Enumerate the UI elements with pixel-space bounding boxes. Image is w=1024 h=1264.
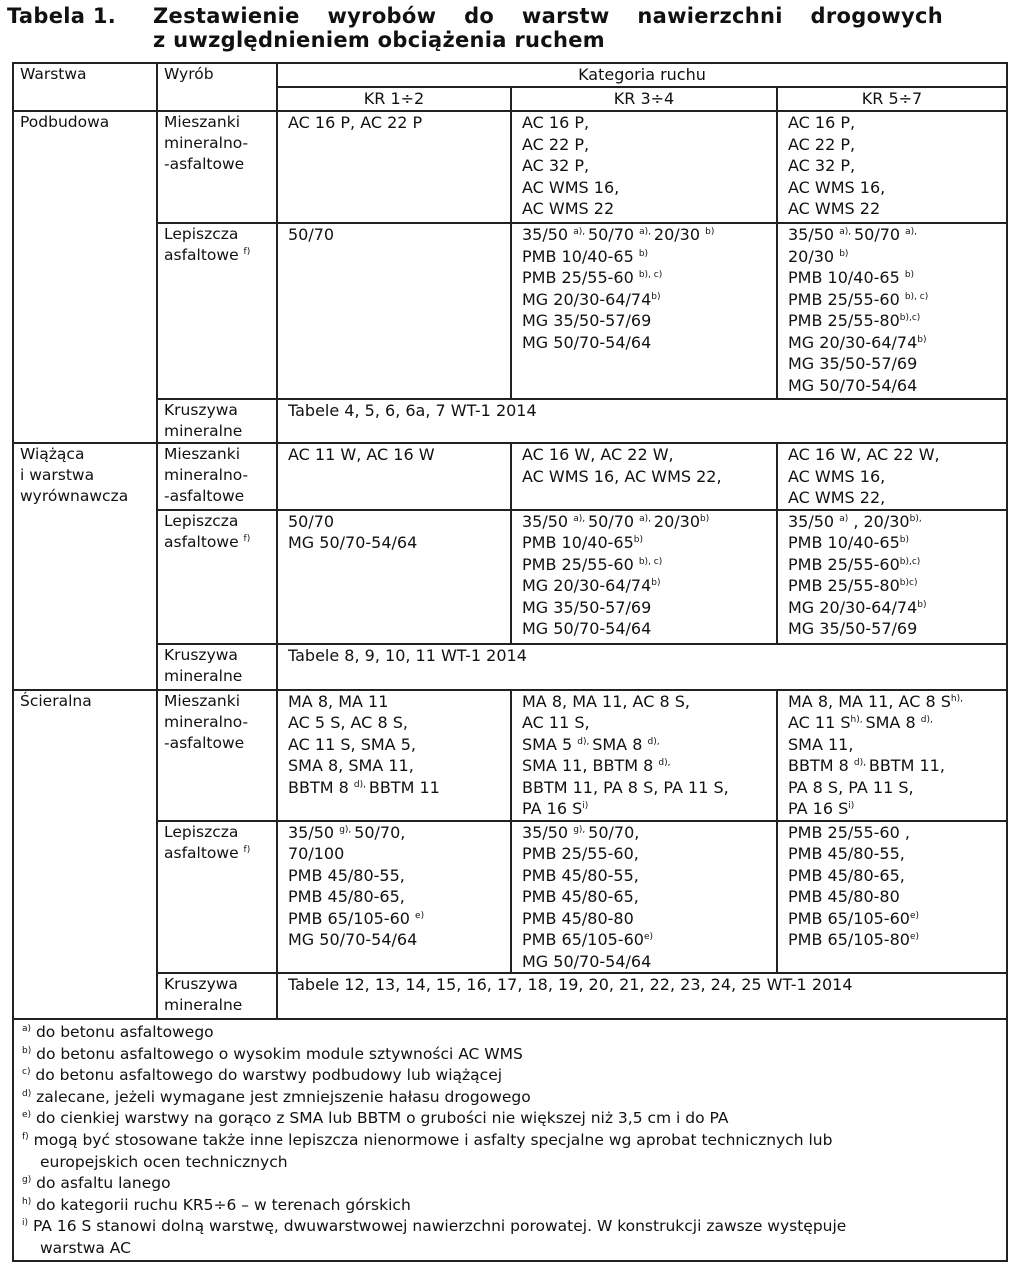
cell-line: PMB 10/40-65$^{b)}$ [522,533,643,552]
cell-line: PMB 65/105-80$^{e)}$ [788,930,919,949]
table-row [13,973,1007,1019]
product-name [157,510,277,644]
footnote [22,1065,998,1087]
cell-line: AC 16 W, AC 22 W, [788,445,940,464]
cell-line: 70/100 [288,844,345,863]
footnote-marker: f) [243,844,251,855]
footnote-marker: a), [639,227,654,237]
cell-line: Mieszanki [164,113,241,131]
footnote-marker: a), [573,513,588,524]
cell-line: PMB 10/40-65 $^{b)}$ [788,268,915,287]
cell-line: MG 50/70-54/64 [522,619,652,638]
cell-line: 35/50 $^{a),}$ 50/70 $^{a),}$ [788,225,918,244]
cell-line: mineralne [164,422,243,440]
table-title-line-2: z uwzględnieniem obciążenia ruchem [153,28,605,52]
footnote-marker: a), [639,513,654,524]
layer-name [13,443,157,690]
footnote [22,1173,998,1195]
cell-line: AC WMS 22 [522,199,615,218]
cell-line: PMB 45/80-65, [788,865,905,885]
footnote-marker: d), [577,736,593,747]
cell-line: PA 8 S, PA 11 S, [788,777,914,797]
cell-line: BBTM 11, PA 8 S, PA 11 S, [522,777,729,797]
footnote-mark: f) [22,1131,29,1142]
product-name [157,644,277,690]
layer-name [13,111,157,443]
footnote [22,1022,998,1044]
cell-line: PMB 45/80-65, [522,887,639,906]
products-table [12,62,1008,1262]
footnote-marker: a), [905,227,918,237]
footnote-marker: i) [582,801,589,811]
cell-kr57 [777,821,1007,974]
cell-kr12 [277,690,511,821]
footnote-mark: c) [22,1067,31,1078]
cell-line: PMB 25/55-60 $^{b), c)}$ [522,268,663,287]
cell-line: AC 16 P, [788,113,856,132]
cell-line: Lepiszcza [164,822,239,841]
table-row [13,223,1007,399]
table-row [13,690,1007,821]
footnote-marker: e) [909,932,919,942]
cell-kr34 [511,443,777,510]
cell-line: PMB 10/40-65$^{b)}$ [788,533,909,552]
cell-line: AC WMS 22, [788,488,886,507]
cell-line: -asfaltowe [164,733,245,752]
footnote [22,1044,998,1066]
product-name [157,690,277,821]
cell-line: 35/50 $^{g),}$ 50/70, [288,822,406,842]
cell-kr12 [277,510,511,644]
cell-line: Kruszywa [164,645,238,664]
cell-line: AC 16 P, AC 22 P [288,113,423,132]
cell-line: AC 16 P, [522,113,590,132]
footnote-marker: g), [573,824,589,835]
header-kategoria-ruchu: Kategoria ruchu [277,63,1007,87]
footnote-marker: e) [909,910,919,921]
aggregate-tables: Tabele 12, 13, 14, 15, 16, 17, 18, 19, 20, 21, 22, 23, 24, 25 WT-1 2014 [277,973,1007,1019]
cell-line: MG 50/70-54/64 [288,930,418,949]
cell-line: 35/50 $^{a),}$ 50/70 $^{a),}$ 20/30$^{b)}$ [522,511,710,531]
cell-line: AC WMS 16, AC WMS 22, [522,466,722,486]
cell-line: BBTM 8 $^{d),}$ BBTM 11 [288,777,440,797]
product-name [157,443,277,510]
footnote-marker: g), [339,824,355,835]
cell-line: AC 22 P, [522,134,590,154]
footnote-mark: e) [22,1110,32,1121]
footnote-marker: h), [950,693,963,704]
cell-line: PMB 10/40-65 $^{b)}$ [522,246,649,266]
cell-line: AC 11 S, SMA 5, [288,734,416,754]
cell-line: asfaltowe $^{f)}$ [164,246,251,264]
footnote-marker: a), [839,227,854,237]
footnote-marker: d), [647,736,660,747]
footnote-marker: e) [415,910,425,921]
cell-line: Kruszywa [164,401,238,419]
footnote-marker: e) [643,932,653,942]
cell-line: PA 16 $S^{i)}$ [522,799,589,818]
footnote-text: $^{c)}$ do betonu asfaltowego do warstwy podbudowy lub wiążącej [22,1066,503,1085]
cell-line: AC 11 S, [522,713,590,732]
footnote-marker: b), c) [638,270,663,280]
footnote-marker: b) [700,513,710,524]
footnote-marker: b) [839,248,849,259]
header-kr34: KR 3÷4 [511,87,777,111]
cell-kr57 [777,111,1007,223]
cell-kr57 [777,223,1007,399]
header-kr12: KR 1÷2 [277,87,511,111]
cell-line: PMB 65/105-60$^{e)}$ [522,930,653,949]
cell-line: 50/70 [288,511,335,531]
footnote-marker: b), c) [638,556,663,567]
table-row [13,443,1007,510]
product-name [157,111,277,223]
cell-kr57 [777,510,1007,644]
cell-line: Mieszanki [164,691,241,710]
footnote [22,1216,998,1259]
footnote-text: europejskich ocen technicznych [40,1152,288,1171]
footnote-text: $^{i)}$ PA 16 S stanowi dolną warstwę, dwuwarstwowej nawierzchni porowatej. W konstrukcji zawsze występuje [22,1217,847,1236]
footnote-mark: i) [22,1218,29,1229]
layer-name [13,690,157,1020]
aggregate-tables: Tabele 8, 9, 10, 11 WT-1 2014 [277,644,1007,690]
cell-line: PMB 65/105-60$^{e)}$ [788,908,919,928]
footnote-marker: b),c) [899,556,921,567]
cell-kr57 [777,443,1007,510]
footnote-marker: a), [573,227,588,237]
footnote-marker: b) [904,270,915,280]
cell-line: AC 11 W, AC 16 W [288,445,435,464]
footnote-text: warstwa AC [40,1238,131,1257]
cell-line: PMB 45/80-55, [288,865,405,885]
cell-line: PMB 45/80-65, [288,887,405,906]
footnote-marker: b) [899,535,909,545]
cell-line: AC 5 S, AC 8 S, [288,713,408,732]
cell-kr12 [277,443,511,510]
cell-line: Ścieralna [20,691,92,710]
cell-line: MA 8, MA 11, AC 8 S, [522,691,690,711]
footnote-marker: a) [839,513,849,524]
cell-line: PMB 25/55-60, [522,844,639,863]
cell-line: -asfaltowe [164,487,245,505]
cell-line: asfaltowe $^{f)}$ [164,843,251,862]
cell-kr57 [777,690,1007,821]
cell-line: PMB 25/55-60 $^{b), c)}$ [788,289,929,309]
cell-line: 35/50 $^{a),}$ 50/70 $^{a),}$ 20/30 $^{b)}$ [522,225,715,244]
table-row [13,399,1007,443]
footnote-marker: b) [917,334,927,345]
cell-line: PMB 45/80-55, [522,865,639,885]
footnote-text: $^{e)}$ do cienkiej warstwy na gorąco z SMA lub BBTM o grubości nie większej niż 3,5 cm i do PA [22,1109,729,1128]
footnote-mark: a) [22,1024,32,1034]
footnote-marker: b) [651,578,661,588]
footnote [22,1087,998,1109]
cell-line: mineralno- [164,466,249,484]
footnote-marker: f) [243,247,251,257]
cell-line: MG 50/70-54/64 [522,332,652,352]
footnote-mark: g) [22,1175,32,1186]
product-name [157,399,277,443]
cell-line: Podbudowa [20,113,110,131]
footnote-marker: d), [853,758,869,768]
aggregate-tables: Tabele 4, 5, 6, 6a, 7 WT-1 2014 [277,399,1007,443]
footnote-marker: d), [658,758,671,768]
table-row [13,644,1007,690]
cell-line: AC 22 P, [788,134,856,154]
cell-kr34 [511,690,777,821]
table-number: Tabela 1. [7,4,117,28]
cell-line: PMB $25/55-60^{b),c)}$ [788,554,921,574]
cell-line: PMB 45/80-80 [522,908,634,928]
footnote-text: $^{b)}$ do betonu asfaltowego o wysokim module sztywności AC WMS [22,1044,523,1063]
footnote-mark: b) [22,1045,32,1056]
cell-line: AC WMS 16, [788,177,886,197]
footnote-text: $^{d)}$ zalecane, jeżeli wymagane jest zmniejszenie hałasu drogowego [22,1087,531,1106]
cell-line: MG 50/70-54/64 [522,951,652,971]
cell-kr12 [277,223,511,399]
footnote-marker: b) [705,227,715,237]
cell-line: PMB 45/80-80 [788,887,900,906]
cell-kr34 [511,821,777,974]
cell-line: Lepiszcza [164,225,239,243]
cell-line: -asfaltowe [164,155,245,173]
cell-kr12 [277,111,511,223]
cell-line: MG 35/50-57/69 [788,619,918,638]
footnote [22,1108,998,1130]
cell-line: SMA 8, SMA 11, [288,756,414,775]
cell-line: MG 50/70-54/64 [288,533,418,552]
footnotes [13,1019,1007,1261]
cell-line: AC WMS 16, [788,466,886,486]
cell-line: MG 20/30-64/74$^{b)}$ [522,289,661,309]
table-caption [7,4,943,52]
cell-line: PMB 25/55-60 , [788,822,910,842]
cell-line: i warstwa [20,466,95,484]
cell-line: PMB 45/80-55, [788,844,905,863]
header-kr57: KR 5÷7 [777,87,1007,111]
cell-line: MG 20/30-64/74$^{b)}$ [788,332,927,352]
cell-line: MG 20/30-64/74$^{b)}$ [788,597,927,617]
footnote-marker: b) [633,535,643,545]
cell-line: mineralno- [164,712,249,731]
cell-kr34 [511,111,777,223]
cell-line: MG 35/50-57/69 [788,354,918,373]
footnote-marker: b)c) [899,578,918,588]
cell-line: PA 16 $S^{i)}$ [788,799,855,818]
cell-line: Wiążąca [20,445,85,463]
cell-line: AC 16 W, AC 22 W, [522,445,674,464]
footnote-text: $^{a)}$ do betonu asfaltowego [22,1023,214,1041]
cell-line: wyrównawcza [20,487,129,505]
footnote-marker: h), [850,715,866,725]
product-name [157,223,277,399]
cell-kr34 [511,510,777,644]
cell-line: 35/50 $^{g),}$ 50/70, [522,822,640,842]
header-wyrob: Wyrób [157,63,277,111]
footnote [22,1130,998,1173]
cell-line: SMA 5 $^{d),}$ SMA 8 $^{d),}$ [522,734,660,754]
cell-line: MA 8, MA 11, AC 8 $S^{h),}$ [788,691,963,711]
cell-line: asfaltowe $^{f)}$ [164,532,251,551]
cell-line: MG 35/50-57/69 [522,311,652,330]
cell-line: PMB $25/55-80^{b)c)}$ [788,576,918,595]
footnote-text: $^{g)}$ do asfaltu lanego [22,1174,171,1193]
footnote-mark: h) [22,1196,32,1207]
cell-line: 20/30 $^{b)}$ [788,246,849,266]
cell-line: AC WMS 16, [522,177,620,197]
footnotes-row [13,1019,1007,1261]
header-warstwa: Warstwa [13,63,157,111]
cell-line: SMA 11, [788,734,854,754]
cell-line: MG 50/70-54/64 [788,375,918,395]
footnote-marker: b), c) [904,291,929,302]
footnote-marker: f) [243,533,251,544]
cell-line: mineralne [164,996,243,1014]
cell-line: AC WMS 22 [788,199,881,218]
footnote [22,1195,998,1217]
footnote-marker: b), [909,513,922,524]
cell-kr12 [277,821,511,974]
cell-line: BBTM 8 $^{d),}$ BBTM 11, [788,756,945,775]
cell-line: AC 32 P, [522,156,590,175]
footnote-marker: b) [651,291,661,302]
cell-line: MG 20/30-64/74$^{b)}$ [522,576,661,595]
table-row [13,510,1007,644]
product-name [157,973,277,1019]
cell-line: PMB 25/55-60 $^{b), c)}$ [522,554,663,574]
cell-line: 50/70 [288,225,335,244]
cell-line: Lepiszcza [164,511,239,530]
cell-line: mineralne [164,666,243,685]
cell-line: 35/50 $^{a)}$ , $20/30^{b),}$ [788,511,922,531]
cell-line: MA 8, MA 11 [288,691,389,711]
footnote-marker: b) [638,248,649,259]
product-name [157,821,277,974]
footnote-text: $^{h)}$ do kategorii ruchu KR5÷6 – w terenach górskich [22,1195,411,1214]
footnote-marker: d), [920,715,933,725]
cell-kr34 [511,223,777,399]
table-title-line-1: Zestawienie wyrobów do warstw nawierzchni drogowych [153,4,943,28]
cell-line: SMA 11, BBTM 8 $^{d),}$ [522,756,671,775]
cell-line: Mieszanki [164,445,241,463]
cell-line: MG 35/50-57/69 [522,597,652,617]
cell-line: Kruszywa [164,975,238,993]
cell-line: mineralno- [164,134,249,152]
footnote-marker: b) [917,599,927,610]
footnote-marker: d), [353,779,369,790]
table-row [13,111,1007,223]
footnote-marker: b),c) [899,313,921,323]
footnote-mark: d) [22,1088,32,1099]
cell-line: PMB 65/105-60 $^{e)}$ [288,908,425,928]
footnote-marker: i) [848,801,855,811]
table-row [13,821,1007,974]
footnote-text: $^{f)}$ mogą być stosowane także inne lepiszcza nienormowe i asfalty specjalne wg aprobat technicznych lub [22,1130,833,1149]
cell-line: AC 11 $S^{h),}$ SMA 8 $^{d),}$ [788,713,933,732]
cell-line: PMB $25/55-80^{b),c)}$ [788,311,921,330]
cell-line: AC 32 P, [788,156,856,175]
